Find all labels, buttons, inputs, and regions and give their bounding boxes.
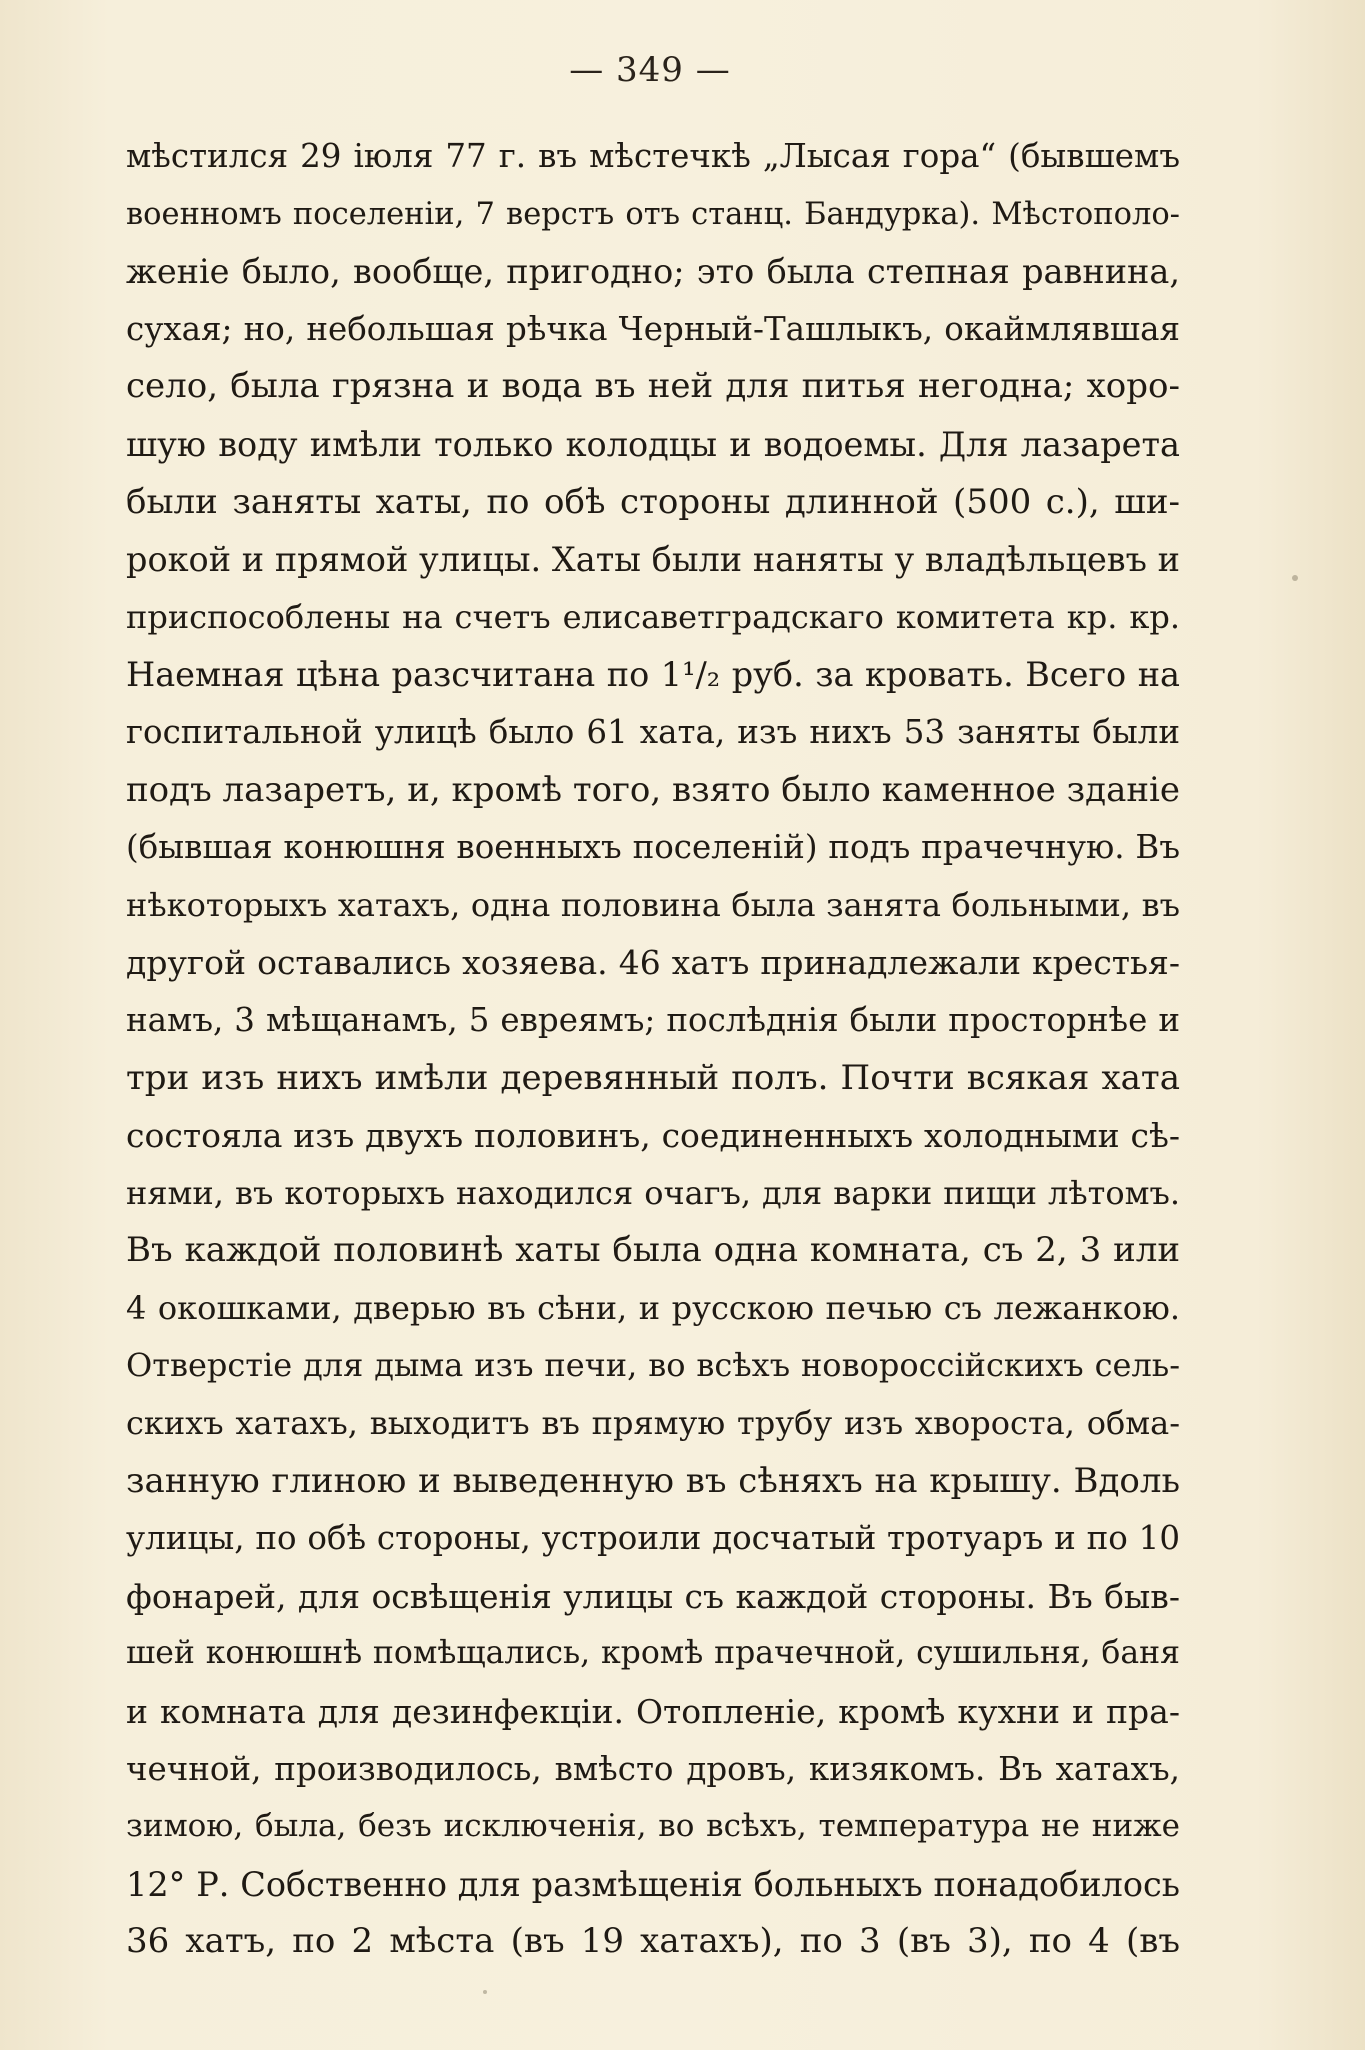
- text-line: 12° Р. Собственно для размѣщенія больныхъ понадобилось: [126, 1864, 1180, 1904]
- text-line: шей конюшнѣ помѣщались, кромѣ прачечной, сушильня, баня: [126, 1635, 1180, 1672]
- text-line: состояла изъ двухъ половинъ, соединенныхъ холодными сѣ-: [126, 1116, 1180, 1156]
- text-line: занную глиною и выведенную въ сѣняхъ на крышу. Вдоль: [126, 1460, 1180, 1501]
- text-line: рокой и прямой улицы. Хаты были наняты у владѣльцевъ и: [126, 540, 1180, 580]
- text-line: чечной, производилось, вмѣсто дровъ, кизякомъ. Въ хатахъ,: [126, 1749, 1180, 1788]
- text-line: скихъ хатахъ, выходитъ въ прямую трубу изъ хвороста, обма-: [126, 1404, 1180, 1443]
- text-line: (бывшая конюшня военныхъ поселеній) подъ прачечную. Въ: [126, 828, 1180, 867]
- page-number: — 349 —: [569, 50, 731, 90]
- text-line: Наемная цѣна разсчитана по 1¹/₂ руб. за кровать. Всего на: [126, 655, 1180, 695]
- paper-speck: [483, 1990, 487, 1994]
- text-line: Въ каждой половинѣ хаты была одна комната, съ 2, 3 или: [126, 1230, 1180, 1271]
- paper-speck: [1292, 575, 1298, 581]
- text-line: нѣкоторыхъ хатахъ, одна половина была занята больными, въ: [126, 885, 1180, 924]
- text-line: нями, въ которыхъ находился очагъ, для варки пищи лѣтомъ.: [126, 1173, 1180, 1212]
- text-line: были заняты хаты, по обѣ стороны длинной (500 с.), ши-: [126, 481, 1180, 522]
- text-line: госпитальной улицѣ было 61 хата, изъ нихъ 53 заняты были: [126, 712, 1180, 751]
- text-line: намъ, 3 мѣщанамъ, 5 евреямъ; послѣднія были просторнѣе и: [126, 1000, 1180, 1039]
- text-line: другой оставались хозяева. 46 хатъ принадлежали крестья-: [126, 943, 1180, 983]
- body-text: [126, 128, 1180, 1971]
- text-line: женіе было, вообще, пригодно; это была степная равнина,: [126, 252, 1180, 292]
- text-line: сухая; но, небольшая рѣчка Черный-Ташлыкъ, окаймлявшая: [126, 309, 1180, 348]
- text-line: мѣстился 29 іюля 77 г. въ мѣстечкѣ „Лысая гора“ (бывшемъ: [126, 137, 1180, 175]
- text-line: Отверстіе для дыма изъ печи, во всѣхъ новороссійскихъ сель-: [126, 1346, 1180, 1385]
- text-line: 4 окошками, дверью въ сѣни, и русскою печью съ лежанкою.: [126, 1288, 1180, 1327]
- text-line: фонарей, для освѣщенія улицы съ каждой стороны. Въ быв-: [126, 1576, 1180, 1616]
- text-line: три изъ нихъ имѣли деревянный полъ. Почти всякая хата: [126, 1057, 1180, 1098]
- text-line: военномъ поселеніи, 7 верстъ отъ станц. Бандурка). Мѣстополо-: [126, 196, 1180, 232]
- text-line: подъ лазаретъ, и, кромѣ того, взято было каменное зданіе: [126, 769, 1180, 810]
- text-line: приспособлены на счетъ елисаветградскаго комитета кр. кр.: [126, 597, 1180, 636]
- text-line: шую воду имѣли только колодцы и водоемы. Для лазарета: [126, 424, 1180, 464]
- text-line: и комната для дезинфекціи. Отопленіе, кромѣ кухни и пра-: [126, 1692, 1180, 1732]
- text-line: село, была грязна и вода въ ней для питья негодна; хоро-: [126, 366, 1180, 407]
- text-line: зимою, была, безъ исключенія, во всѣхъ, температура не ниже: [126, 1808, 1180, 1845]
- text-line: 36 хатъ, по 2 мѣста (въ 19 хатахъ), по 3 (въ 3), по 4 (въ: [126, 1921, 1180, 1962]
- text-line: улицы, по обѣ стороны, устроили досчатый тротуаръ и по 10: [126, 1519, 1180, 1558]
